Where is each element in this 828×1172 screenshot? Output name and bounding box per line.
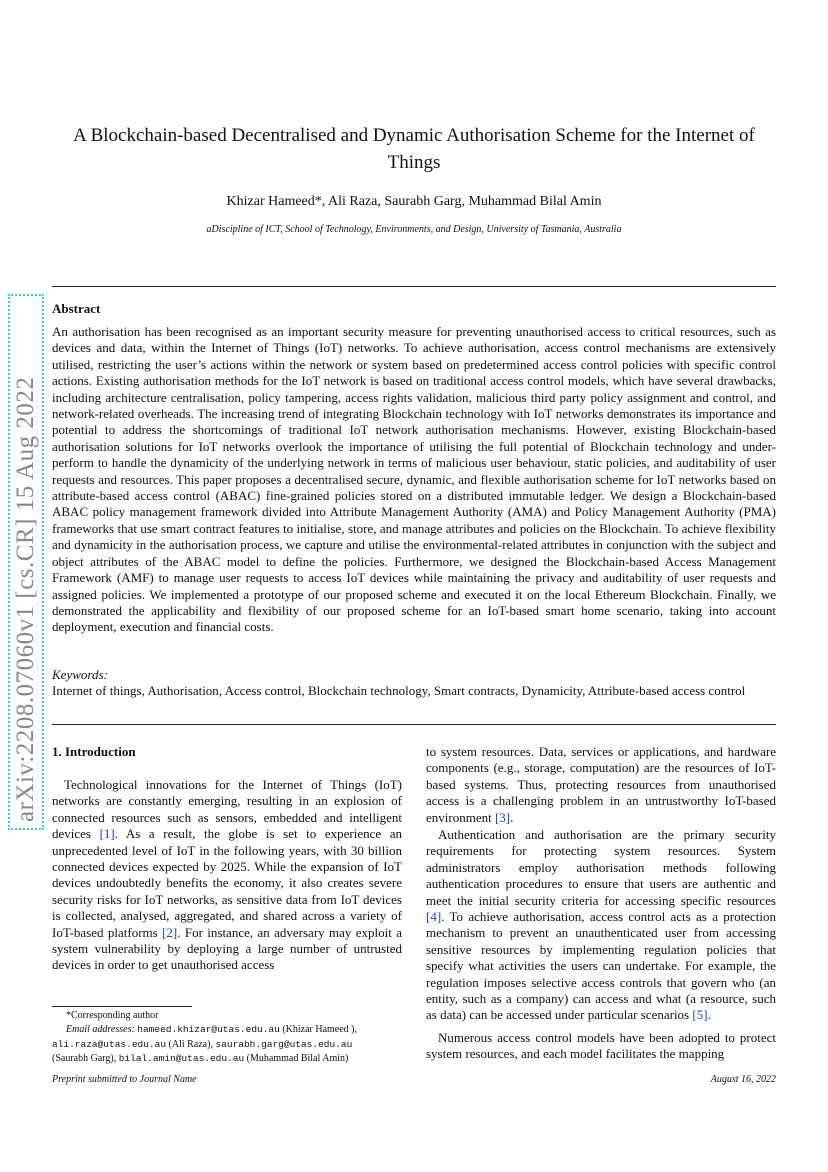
citation-link[interactable]: [3] [494, 809, 511, 825]
abstract-text: An authorisation has been recognised as an important security measure for preventing unauthorised access to critical resources, such as devices and data, within the Internet of Things (IoT) networks. To achieve authorisation, access control mechanisms are extensively utilised, restricting the user’s actions within the network or system based on predetermined access control policies with specific control actions. Existing authorisation methods for the IoT network is based on traditional access control models, which have several drawbacks, including architecture centralisation, policy tampering, access rights validation, malicious third party policy assignment and control, and network-related overheads. The increasing trend of integrating Blockchain technology with IoT networks demonstrates its importance and potential to address the shortcomings of traditional IoT network authorisation mechanisms. However, existing Blockchain-based authorisation solutions for IoT networks overlook the importance of utilising the full potential of Blockchain technology and under-perform to handle the dynamicity of the underlying network in terms of malicious user behaviour, static policies, and auditability of user requests and resources. This paper proposes a decentralised secure, dynamic, and flexible authorisation scheme for IoT networks based on attribute-based access control (ABAC) fine-grained policies stored on a distributed immutable ledger. We design a Blockchain-based ABAC policy management framework divided into Attribute Management Authority (AMA) and Policy Management Authority (PMA) frameworks that use smart contract features to initialise, store, and manage attributes and policies on the Blockchain. To achieve flexibility and dynamicity in the authorisation process, we capture and utilise the environmental-related attributes in conjunction with the subject and object attributes of the ABAC model to define the policies. Furthermore, we designed the Blockchain-based Access Management Framework (AMF) to manage user requests to access IoT devices while maintaining the privacy and auditability of user requests and assigned policies. We implemented a prototype of our proposed scheme and executed it on the local Ethereum Blockchain. Finally, we demonstrated the applicability and flexibility of our proposed scheme for an IoT-based smart home scenario, taking into account deployment, execution and financial costs. [52, 324, 776, 635]
intro-paragraph-3: Numerous access control models have been adopted to protect system resources, and each model facilitates the mapping [426, 1030, 776, 1062]
keywords-label: Keywords: [52, 667, 108, 682]
footnote-rule [52, 1006, 192, 1007]
footer-date: August 16, 2022 [710, 1074, 776, 1085]
keywords-rule [52, 724, 776, 725]
abstract-heading: Abstract [52, 301, 101, 316]
intro-paragraph-1: Technological innovations for the Internet of Things (IoT) networks are constantly emerging, resulting in an explosion of connected resources such as sensors, embedded and intelligent devices [1]. As a result, the globe is set to experience an unprecedented level of IoT in the following years, with 30 billion connected devices expected by 2025. While the expansion of IoT devices undoubtedly benefits the economy, it also creates severe security risks for IoT networks, as sensitive data from IoT devices is collected, analysed, aggregated, and shared across a variety of IoT-based platforms [2]. For instance, an adversary may exploit a system vulnerability by deploying a large number of untrusted devices in order to get unauthorised access [52, 777, 403, 973]
citation-link[interactable]: [4] [426, 909, 442, 925]
email-link[interactable]: saurabh.garg@utas.edu.au [215, 1038, 353, 1050]
email-link[interactable]: hameed.khizar@utas.edu.au [137, 1024, 280, 1035]
email-link[interactable]: ali.raza@utas.edu.au [52, 1038, 167, 1050]
section-heading: 1. Introduction [52, 744, 136, 759]
citation-link[interactable]: [2] [162, 924, 178, 940]
keywords-text: Internet of things, Authorisation, Access control, Blockchain technology, Smart contracts, Dynamicity, Attribute-based access control [52, 683, 746, 698]
footer-journal: Preprint submitted to Journal Name [52, 1074, 197, 1085]
paper-title: A Blockchain-based Decentralised and Dynamic Authorisation Scheme for the Internet of Things [73, 125, 755, 173]
arxiv-stamp[interactable]: arXiv:2208.07060v1 [cs.CR] 15 Aug 2022 [8, 294, 44, 830]
citation-link[interactable]: [5] [692, 1007, 708, 1023]
affiliation: aDiscipline of ICT, School of Technology, Environments, and Design, University of Tasmania, Australia [206, 224, 622, 235]
citation-link[interactable]: [1] [99, 826, 115, 842]
footnote-emails: Email addresses: hameed.khizar@utas.edu.au (Khizar Hameed ), ali.raza@utas.edu.au (Ali Raza), saurabh.garg@utas.edu.au (Saurabh Garg), bilal.amin@utas.edu.au (Muhammad Bilal Amin) [52, 1024, 358, 1064]
intro-paragraph-2: Authentication and authorisation are the primary security requirements for protecting system resources. System administrators employ authorisation methods following authentication procedures to ensure that users are authentic and meet the initial security criteria for accessing specific resources [4]. To achieve authorisation, access control acts as a protection mechanism to prevent an unauthenticated user from accessing sensitive resources by implementing regulation policies that specify what activities the users can undertake. For example, the regulation imposes selective access controls that govern who (an entity, such as a company) can access and what (a resource, such as data) can be accessed under particular scenarios [5]. [426, 827, 776, 1023]
footnote-corresponding: *Corresponding author [66, 1010, 159, 1021]
intro-paragraph-continued: to system resources. Data, services or applications, and hardware components (e.g., storage, computation) are the resources of IoT-based systems. Thus, protecting resources from unauthorised access is a challenging problem in an untrustworthy IoT-based environment [3]. [426, 744, 776, 825]
top-rule [52, 286, 776, 287]
email-link[interactable]: bilal.amin@utas.edu.au [118, 1053, 245, 1064]
author-list: Khizar Hameed*, Ali Raza, Saurabh Garg, Muhammad Bilal Amin [226, 194, 602, 209]
